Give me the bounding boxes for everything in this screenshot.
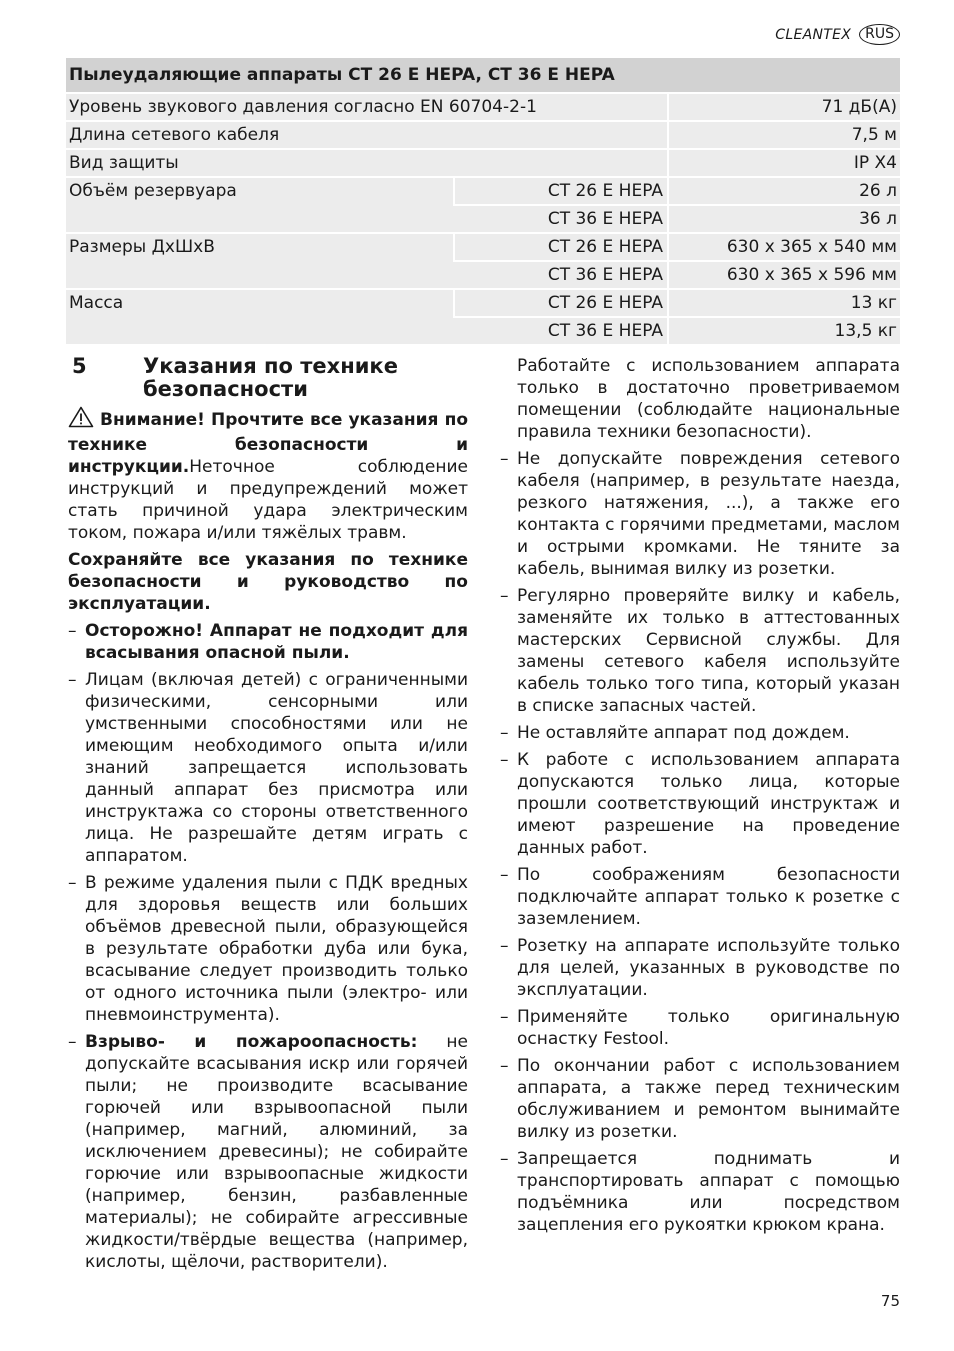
section-heading — [68, 355, 468, 401]
table-row — [66, 121, 900, 149]
item-bold-text: Взрыво- и пожароопасность: — [85, 1032, 418, 1052]
left-column — [68, 355, 468, 1278]
list-item — [68, 669, 468, 867]
spec-model: CT 36 E HEPA — [454, 317, 668, 345]
section-title: Указания по технике безопасности — [143, 354, 398, 401]
safety-list-right — [500, 448, 900, 1236]
language-badge: RUS — [859, 24, 900, 45]
specs-title: Пылеудаляющие аппараты CT 26 E HEPA, CT 36 E HEPA — [66, 58, 900, 93]
spec-model: CT 26 E HEPA — [454, 289, 668, 317]
list-item — [68, 1031, 468, 1273]
continued-paragraph: Работайте с использованием аппарата только в достаточно проветриваемом помещении (соблюдайте национальные правила техники безопасности). — [517, 356, 900, 442]
spec-value: 26 л — [668, 177, 900, 205]
list-item: – Запрещается поднимать и транспортировать аппарат с помощью подъёмника или посредством зацепления его рукоятки крюком крана. — [500, 1148, 900, 1236]
specs-table — [66, 58, 900, 346]
page-header — [775, 24, 900, 45]
list-item — [68, 872, 468, 1026]
page-number: 75 — [880, 1292, 900, 1310]
list-item: – Применяйте только оригинальную оснастку Festool. — [500, 1006, 900, 1050]
list-item: – По соображениям безопасности подключайте аппарат только к розетке с заземлением. — [500, 864, 900, 930]
table-row — [66, 177, 900, 205]
safety-list-left — [68, 620, 468, 1273]
warning-bold-text: Внимание! Прочтите все указания по технике безопасности и инструкции. — [68, 410, 468, 477]
item-bold-text: Осторожно! Аппарат не подходит для всасывания опасной пыли. — [85, 621, 468, 663]
warning-triangle-icon — [68, 406, 94, 434]
list-item: – Розетку на аппарате используйте только для целей, указанных в руководстве по эксплуатации. — [500, 935, 900, 1001]
warning-text: Неточное соблюдение инструкций и предупреждений может стать причиной удара электрическим током, пожара и/или тяжёлых травм. — [68, 457, 468, 543]
table-row — [66, 233, 900, 261]
brand-name: CLEANTEX — [775, 26, 852, 43]
spec-label: Масса — [66, 289, 454, 345]
spec-label: Уровень звукового давления согласно EN 60704-2-1 — [66, 93, 668, 121]
table-row — [66, 149, 900, 177]
item-text: В режиме удаления пыли с ПДК вредных для здоровья веществ или больших объёмов древесной пыли, образующейся в результате обработки дуба или бука, всасывание следует производить только от одного источника пыли (электро- или пневмоинструмента). — [85, 873, 468, 1025]
spec-value: 36 л — [668, 205, 900, 233]
list-item: – По окончании работ с использованием аппарата, а также перед техническим обслуживанием и ремонтом вынимайте вилку из розетки. — [500, 1055, 900, 1143]
spec-value: 630 x 365 x 540 мм — [668, 233, 900, 261]
spec-value: 7,5 м — [668, 121, 900, 149]
item-text: не допускайте всасывания искр или горячей пыли; не производите всасывание горючей или взрывоопасной пыли (например, магний, алюминий, за исключением древесины); не собирайте горючие или взрывоопасные жидкости (например, бензин, разбавленные материалы); не собирайте агрессивные жидкости/твёрдые вещества (например, кислоты, щёлочи, растворители). — [85, 1032, 468, 1272]
list-item — [68, 620, 468, 664]
spec-label: Объём резервуара — [66, 177, 454, 233]
spec-model: CT 36 E HEPA — [454, 205, 668, 233]
spec-label: Длина сетевого кабеля — [66, 121, 668, 149]
list-item: – К работе с использованием аппарата допускаются только лица, которые прошли соответствующий инструктаж и имеют разрешение на проведение данных работ. — [500, 749, 900, 859]
spec-value: 13,5 кг — [668, 317, 900, 345]
keep-instructions-notice: Сохраняйте все указания по технике безопасности и руководство по эксплуатации. — [68, 550, 468, 614]
spec-model: CT 26 E HEPA — [454, 233, 668, 261]
warning-paragraph — [68, 406, 468, 544]
table-row — [66, 93, 900, 121]
spec-model: CT 26 E HEPA — [454, 177, 668, 205]
spec-model: CT 36 E HEPA — [454, 261, 668, 289]
list-item: – Регулярно проверяйте вилку и кабель, заменяйте их только в аттестованных мастерских Сервисной службы. Для замены сетевого кабеля используйте кабель только того типа, который указан в списке запасных частей. — [500, 585, 900, 717]
list-item: – Не оставляйте аппарат под дождем. — [500, 722, 900, 744]
right-column — [500, 355, 900, 1241]
spec-value: 13 кг — [668, 289, 900, 317]
section-number: 5 — [72, 354, 87, 378]
spec-value: IP X4 — [668, 149, 900, 177]
specs-title-row — [66, 58, 900, 93]
table-row — [66, 289, 900, 317]
spec-label: Размеры ДхШхВ — [66, 233, 454, 289]
item-text: Лицам (включая детей) с ограниченными физическими, сенсорными или умственными способностями или не имеющим необходимого опыта и/или знаний запрещается использовать данный аппарат без присмотра или инструктажа со стороны ответственного лица. Не разрешайте детям играть с аппаратом. — [85, 670, 468, 866]
spec-label: Вид защиты — [66, 149, 668, 177]
spec-value: 630 x 365 x 596 мм — [668, 261, 900, 289]
spec-value: 71 дБ(A) — [668, 93, 900, 121]
list-item: – Не допускайте повреждения сетевого кабеля (например, в результате наезда, резкого натяжения, ...), а также его контакта с горячими предметами, маслом и острыми кромками. Не тяните за кабель, вынимая вилку из розетки. — [500, 448, 900, 580]
